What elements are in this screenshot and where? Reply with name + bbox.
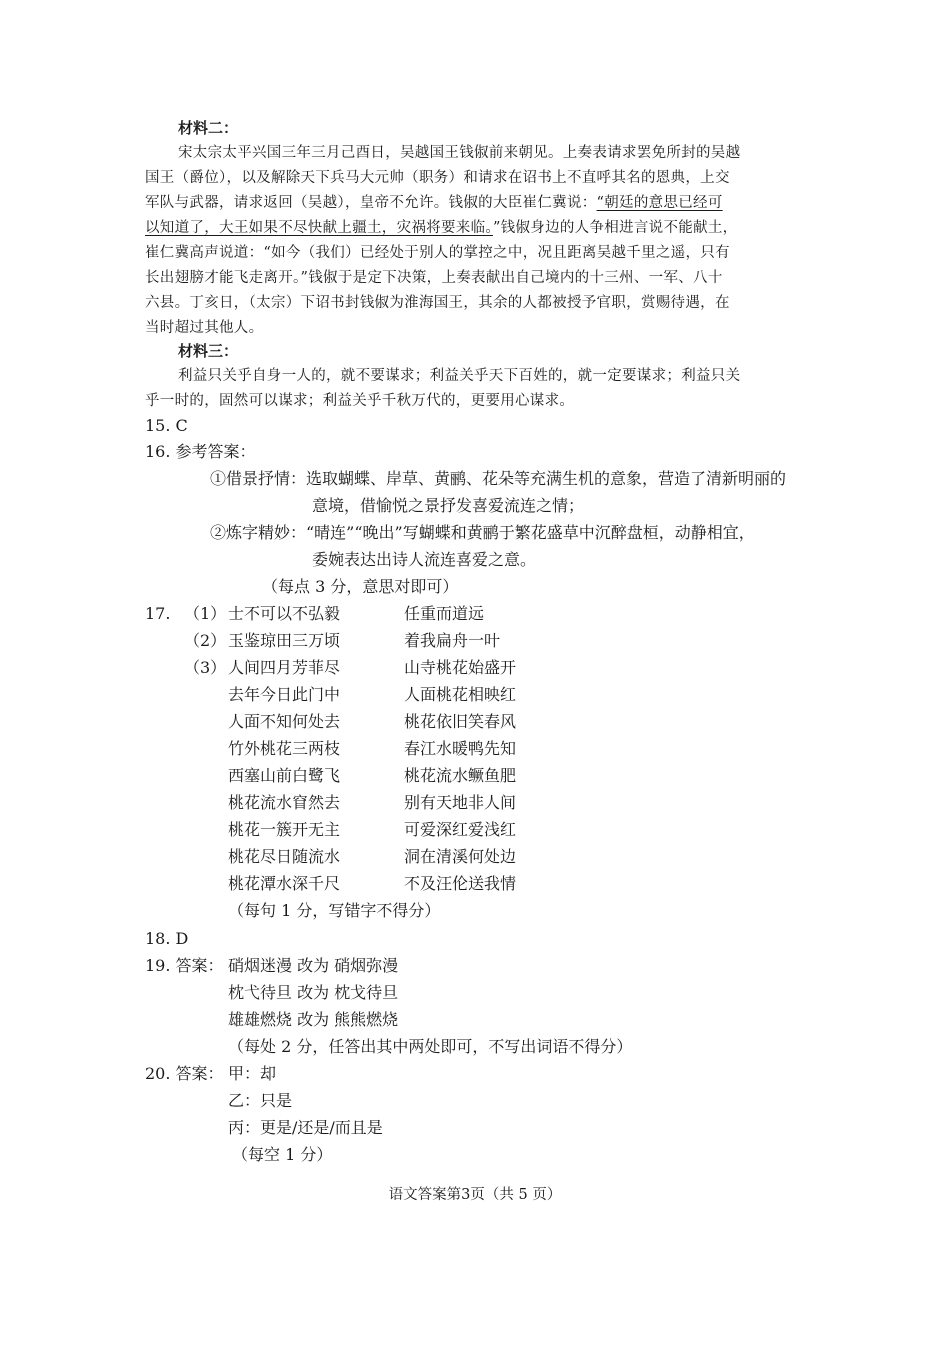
q20-item: 乙：只是 [228,1091,293,1110]
material2-text: 军队与武器，请求返回（吴越），皇帝不允许。钱俶的大臣崔仁冀说： [145,195,597,211]
material3-heading: 材料三： [178,342,239,360]
q17-note: （每句 1 分，写错字不得分） [228,901,441,920]
q17-tag: （3） [184,658,227,677]
q17-tag: （1） [184,604,227,623]
q20-item: 甲：却 [228,1064,277,1083]
q17-line-a: 士不可以不弘毅 [228,604,341,623]
q17-number: 17. [145,604,171,623]
q17-line-b: 桃花依旧笑春风 [404,712,517,731]
q17-line-b: 着我扁舟一叶 [404,631,501,650]
material2-line: 长出翅膀才能飞走离开。”钱俶于是定下决策，上奏表献出自己境内的十三州、一军、八十 [145,270,723,286]
q17-line-a: 竹外桃花三两枝 [228,739,341,758]
q16-note: （每点 3 分，意思对即可） [262,577,459,596]
q16-label: 16. 参考答案： [145,442,256,461]
q17-line-b: 人面桃花相映红 [404,685,517,704]
q17-tag: （2） [184,631,227,650]
q17-line-a: 桃花潭水深千尺 [228,874,341,893]
q17-line-a: 桃花一簇开无主 [228,820,341,839]
material2-underlined: “朝廷的意思已经可 [596,195,723,211]
q17-line-b: 山寺桃花始盛开 [404,658,517,677]
q17-line-a: 西塞山前白鹭飞 [228,766,341,785]
q16-point2: ②炼字精妙：“晴连”“晚出”写蝴蝶和黄鹂于繁花盛草中沉醉盘桓，动静相宜， [210,523,755,542]
q16-point1: ①借景抒情：选取蝴蝶、岸草、黄鹂、花朵等充满生机的意象，营造了清新明丽的 [210,469,787,488]
q17-line-a: 人间四月芳菲尽 [228,658,341,677]
page-footer: 语文答案第3页（共 5 页） [388,1187,562,1203]
q19-correction: 硝烟迷漫 改为 硝烟弥漫 [228,956,399,975]
q17-line-a: 桃花流水窅然去 [228,793,341,812]
q17-line-b: 任重而道远 [404,604,485,623]
q20-label: 20. 答案： [145,1064,224,1083]
q17-line-b: 可爱深红爱浅红 [404,820,517,839]
material2-line [145,218,737,238]
material2-line: 六县。丁亥日，（太宗）下诏书封钱俶为淮海国王，其余的人都被授予官职，赏赐待遇，在 [145,295,730,311]
q17-line-a: 人面不知何处去 [228,712,341,731]
material3-line: 乎一时的，固然可以谋求；利益关乎千秋万代的，更要用心谋求。 [145,393,575,409]
q17-line-b: 桃花流水鳜鱼肥 [404,766,517,785]
material2-heading: 材料二： [178,119,239,137]
q17-line-b: 洞在清溪何处边 [404,847,517,866]
q20-item: 丙：更是/还是/而且是 [228,1118,383,1137]
material2-line: 国王（爵位），以及解除天下兵马大元帅（职务）和请求在诏书上不直呼其名的恩典，上交 [145,170,730,186]
q15-answer: 15. C [145,416,188,435]
q19-correction: 雄雄燃烧 改为 熊熊燃烧 [228,1010,399,1029]
q17-line-a: 桃花尽日随流水 [228,847,341,866]
q17-line-b: 不及汪伦送我情 [404,874,517,893]
q16-point2-cont: 委婉表达出诗人流连喜爱之意。 [312,550,537,569]
material2-line: 当时超过其他人。 [145,320,264,336]
q19-correction: 枕弋待旦 改为 枕戈待旦 [228,983,399,1002]
q20-note: （每空 1 分） [232,1145,333,1164]
q16-point1-cont: 意境，借愉悦之景抒发喜爱流连之情； [312,496,585,515]
q17-line-a: 玉鉴琼田三万顷 [228,631,341,650]
material2-text: ”钱俶身边的人争相进言说不能献土， [492,220,738,236]
q17-line-b: 别有天地非人间 [404,793,517,812]
material2-line: 崔仁冀高声说道：“如今（我们）已经处于别人的掌控之中，况且距离吴越千里之遥，只有 [145,245,730,261]
material3-line: 利益只关乎自身一人的，就不要谋求；利益关乎天下百姓的，就一定要谋求；利益只关 [178,368,741,384]
q17-line-a: 去年今日此门中 [228,685,341,704]
material2-line [145,193,723,213]
q17-line-b: 春江水暖鸭先知 [404,739,517,758]
q18-answer: 18. D [145,929,189,948]
material2-underlined: 以知道了，大王如果不尽快献上疆土，灾祸将要来临。 [145,220,493,236]
q19-label: 19. 答案： [145,956,224,975]
material2-line: 宋太宗太平兴国三年三月己酉日，吴越国王钱俶前来朝见。上奏表请求罢免所封的吴越 [178,145,741,161]
q19-note: （每处 2 分，任答出其中两处即可，不写出词语不得分） [228,1037,633,1056]
